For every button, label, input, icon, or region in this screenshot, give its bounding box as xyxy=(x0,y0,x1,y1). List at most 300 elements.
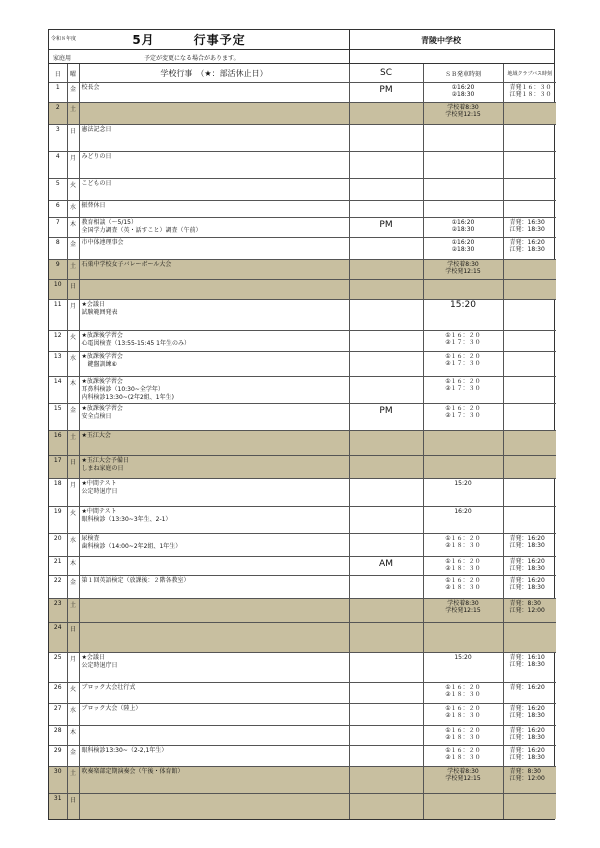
sc-cell xyxy=(349,152,423,179)
table-row xyxy=(49,746,556,767)
sb-time-cell xyxy=(423,331,503,352)
table-row xyxy=(49,238,556,260)
weekday-cell: 日 xyxy=(67,623,79,653)
day-cell: 5 xyxy=(49,179,67,201)
sc-cell xyxy=(349,726,423,746)
sc-cell xyxy=(349,260,423,280)
table-row xyxy=(49,704,556,726)
sb-time-cell xyxy=(423,152,503,179)
weekday-cell: 金 xyxy=(67,746,79,767)
col-event-header: 学校行事 （★：部活休止日） xyxy=(79,64,349,83)
day-cell: 31 xyxy=(49,794,67,819)
sb-time-cell xyxy=(423,377,503,404)
sb-time-cell xyxy=(423,653,503,683)
sb-time: ①１６：２０ xyxy=(445,577,481,584)
event-cell xyxy=(79,201,349,218)
bus-time: 江発：18:30 xyxy=(509,565,545,572)
day-cell: 14 xyxy=(49,377,67,404)
weekday-cell: 木 xyxy=(67,726,79,746)
table-row xyxy=(49,479,556,507)
bus-time-cell xyxy=(503,653,556,683)
event-cell xyxy=(79,726,349,746)
event-line: ★中間テスト xyxy=(81,508,117,515)
bus-time: 青発：16:20 xyxy=(509,535,545,542)
table-row xyxy=(49,653,556,683)
bus-time: 江発：18:30 xyxy=(509,226,545,233)
event-cell xyxy=(79,683,349,704)
day-cell: 23 xyxy=(49,599,67,623)
weekday-cell: 土 xyxy=(67,599,79,623)
weekday-cell: 火 xyxy=(67,331,79,352)
sb-time: ②１８：３０ xyxy=(445,542,481,549)
event-cell xyxy=(79,352,349,377)
sc-cell xyxy=(349,280,423,300)
col-day-header: 日 xyxy=(49,64,67,83)
event-line: 眼科検診（13:30~3年生、2-1） xyxy=(81,516,172,523)
bus-time: 青発：16:20 xyxy=(509,747,545,754)
bus-time-cell xyxy=(503,179,556,201)
bus-time: 青発：16:20 xyxy=(509,239,545,246)
day-cell: 12 xyxy=(49,331,67,352)
sb-time: ①１６：２０ xyxy=(445,684,481,691)
sb-time: ②18:30 xyxy=(451,246,475,253)
event-cell xyxy=(79,479,349,507)
event-cell xyxy=(79,125,349,152)
bus-time-cell xyxy=(503,431,556,456)
sb-time-cell xyxy=(423,260,503,280)
bus-time-cell xyxy=(503,260,556,280)
sc-cell xyxy=(349,125,423,152)
event-line: しまね家庭の日 xyxy=(81,465,124,472)
event-line: こどもの日 xyxy=(81,180,112,187)
sb-time: 学校着8:30 xyxy=(447,768,479,775)
event-cell xyxy=(79,456,349,479)
bus-time-cell xyxy=(503,331,556,352)
bus-time: 江発：12:00 xyxy=(509,607,545,614)
event-cell xyxy=(79,653,349,683)
sb-time-cell xyxy=(423,218,503,238)
sb-time: ①16:20 xyxy=(451,219,475,226)
bus-time: 青発：16:20 xyxy=(509,558,545,565)
day-cell: 28 xyxy=(49,726,67,746)
sb-time: 15:20 xyxy=(454,480,472,487)
weekday-cell: 土 xyxy=(67,431,79,456)
weekday-cell: 月 xyxy=(67,300,79,331)
sb-time: 学校発12:15 xyxy=(445,607,481,614)
event-line: ★放課後学習会 xyxy=(81,405,123,412)
event-line: ★玉江大会予備日 xyxy=(81,457,129,464)
event-cell xyxy=(79,746,349,767)
weekday-cell: 金 xyxy=(67,576,79,599)
table-row xyxy=(49,260,556,280)
sb-time: ①16:20 xyxy=(451,84,475,91)
day-cell: 11 xyxy=(49,300,67,331)
table-row xyxy=(49,152,556,179)
sb-time: ①１６：２０ xyxy=(445,405,481,412)
schedule-rows xyxy=(49,83,556,819)
fiscal-year-label: 令和８年度 xyxy=(51,36,77,42)
table-row xyxy=(49,125,556,152)
bus-time: 江発：18:30 xyxy=(509,246,545,253)
sc-cell xyxy=(349,507,423,534)
family-use-label: 家庭用 xyxy=(53,55,72,62)
event-line: 市中体連理事会 xyxy=(81,239,124,246)
day-cell: 29 xyxy=(49,746,67,767)
event-cell xyxy=(79,623,349,653)
bus-time-cell xyxy=(503,534,556,557)
sb-time: ①16:20 xyxy=(451,239,475,246)
event-cell xyxy=(79,404,349,431)
schedule-sheet xyxy=(48,29,555,820)
event-line: ブロック大会（陸上） xyxy=(81,705,142,712)
sb-time: 学校着8:30 xyxy=(447,261,479,268)
sc-cell: PM xyxy=(349,404,423,431)
sc-cell xyxy=(349,746,423,767)
event-line: ★中間テスト xyxy=(81,480,117,487)
sb-time-cell xyxy=(423,431,503,456)
event-cell xyxy=(79,794,349,819)
sb-time: ①１６：２０ xyxy=(445,535,481,542)
sc-cell xyxy=(349,683,423,704)
event-line: 歯科検診（14:00~2年2組、1年生） xyxy=(81,543,182,550)
table-row xyxy=(49,507,556,534)
sheet-header xyxy=(49,30,554,50)
weekday-cell: 土 xyxy=(67,767,79,794)
sb-time-cell xyxy=(423,125,503,152)
event-line: 耳鼻科検診（10:30~全学年） xyxy=(81,386,164,393)
sb-time: ②１８：３０ xyxy=(445,712,481,719)
bus-time-cell xyxy=(503,557,556,576)
bus-time-cell xyxy=(503,767,556,794)
event-cell xyxy=(79,238,349,260)
sb-time: ②１８：３０ xyxy=(445,691,481,698)
table-row xyxy=(49,534,556,557)
bus-time-cell xyxy=(503,201,556,218)
table-row xyxy=(49,404,556,431)
sb-time-cell xyxy=(423,103,503,125)
change-note: 予定が変更になる場合があります。 xyxy=(144,55,240,62)
bus-time-cell xyxy=(503,623,556,653)
sc-cell xyxy=(349,534,423,557)
sb-time-cell xyxy=(423,238,503,260)
day-cell: 17 xyxy=(49,456,67,479)
sc-cell xyxy=(349,767,423,794)
sb-time-cell xyxy=(423,746,503,767)
bus-time-cell xyxy=(503,352,556,377)
sb-time: 15:20 xyxy=(454,654,472,661)
sc-cell xyxy=(349,623,423,653)
sb-time-cell xyxy=(423,794,503,819)
bus-time-cell xyxy=(503,507,556,534)
event-line: 憲法記念日 xyxy=(81,126,112,133)
sc-cell xyxy=(349,794,423,819)
day-cell: 25 xyxy=(49,653,67,683)
bus-time-cell xyxy=(503,103,556,125)
sb-time-cell xyxy=(423,456,503,479)
weekday-cell: 金 xyxy=(67,238,79,260)
table-row xyxy=(49,794,556,819)
sb-time: 16:20 xyxy=(454,508,472,515)
table-row xyxy=(49,352,556,377)
day-cell: 27 xyxy=(49,704,67,726)
sb-time-cell xyxy=(423,534,503,557)
bus-time-cell xyxy=(503,125,556,152)
sb-time-cell xyxy=(423,683,503,704)
bus-time: 江発：18:30 xyxy=(509,754,545,761)
table-row xyxy=(49,280,556,300)
weekday-cell: 木 xyxy=(67,557,79,576)
event-cell xyxy=(79,218,349,238)
day-cell: 15 xyxy=(49,404,67,431)
event-line: ★放課後学習会 xyxy=(81,332,123,339)
table-row xyxy=(49,726,556,746)
sc-cell xyxy=(349,300,423,331)
sb-time-cell xyxy=(423,557,503,576)
day-cell: 26 xyxy=(49,683,67,704)
day-cell: 21 xyxy=(49,557,67,576)
table-row xyxy=(49,103,556,125)
table-row xyxy=(49,599,556,623)
bus-time: 江発：18:30 xyxy=(509,734,545,741)
day-cell: 16 xyxy=(49,431,67,456)
table-row xyxy=(49,179,556,201)
bus-time: 江発：18:30 xyxy=(509,542,545,549)
event-line: ★放課後学習会 xyxy=(81,378,123,385)
event-line: 鍵盤訓練⑥ xyxy=(81,361,117,368)
event-cell xyxy=(79,83,349,103)
bus-time-cell xyxy=(503,704,556,726)
table-row xyxy=(49,300,556,331)
sc-cell xyxy=(349,238,423,260)
weekday-cell: 木 xyxy=(67,377,79,404)
weekday-cell: 水 xyxy=(67,201,79,218)
table-row xyxy=(49,683,556,704)
event-line: 石巣中学校女子バレーボール大会 xyxy=(81,261,172,268)
bus-time-cell xyxy=(503,683,556,704)
event-line: 吹奏楽部定期演奏会（午後・体育館） xyxy=(81,768,184,775)
sb-time: 15:20 xyxy=(450,300,476,310)
weekday-cell: 火 xyxy=(67,507,79,534)
day-cell: 1 xyxy=(49,83,67,103)
sc-cell xyxy=(349,103,423,125)
event-line: 内科検診13:30~(2年2組、1年生) xyxy=(81,394,174,401)
weekday-cell: 月 xyxy=(67,653,79,683)
sc-cell xyxy=(349,331,423,352)
table-row xyxy=(49,83,556,103)
weekday-cell: 日 xyxy=(67,125,79,152)
weekday-cell: 日 xyxy=(67,280,79,300)
event-cell xyxy=(79,431,349,456)
sc-cell xyxy=(349,377,423,404)
bus-time: 江発１８：３０ xyxy=(509,91,552,98)
day-cell: 7 xyxy=(49,218,67,238)
sb-time-cell xyxy=(423,83,503,103)
weekday-cell: 日 xyxy=(67,456,79,479)
sb-time: 学校着8:30 xyxy=(447,104,479,111)
day-cell: 2 xyxy=(49,103,67,125)
event-line: 振替休日 xyxy=(81,202,106,209)
sb-time: ①１６：２０ xyxy=(445,558,481,565)
event-line: 安全点検日 xyxy=(81,413,112,420)
event-line: 眼科検診13:30~（2-2,1年生） xyxy=(81,747,168,754)
event-cell xyxy=(79,534,349,557)
event-line: 第１回英語検定（放課後：２階各教室） xyxy=(81,577,190,584)
bus-time-cell xyxy=(503,377,556,404)
table-row xyxy=(49,623,556,653)
table-row xyxy=(49,431,556,456)
day-cell: 8 xyxy=(49,238,67,260)
day-cell: 4 xyxy=(49,152,67,179)
weekday-cell: 火 xyxy=(67,179,79,201)
sb-time: ①１６：２０ xyxy=(445,705,481,712)
sb-time: 学校発12:15 xyxy=(445,111,481,118)
sc-cell xyxy=(349,179,423,201)
weekday-cell: 金 xyxy=(67,83,79,103)
event-cell xyxy=(79,557,349,576)
day-cell: 13 xyxy=(49,352,67,377)
bus-time-cell xyxy=(503,746,556,767)
day-cell: 22 xyxy=(49,576,67,599)
sb-time: ②１８：３０ xyxy=(445,734,481,741)
sb-time-cell xyxy=(423,201,503,218)
event-line: ★会議日 xyxy=(81,654,105,661)
bus-time: 青発：16:20 xyxy=(509,684,545,691)
event-line: 試験範囲発表 xyxy=(81,309,118,316)
event-line: ★玉江大会 xyxy=(81,432,111,439)
day-cell: 18 xyxy=(49,479,67,507)
bus-time-cell xyxy=(503,152,556,179)
day-cell: 24 xyxy=(49,623,67,653)
sb-time: ②１７：３０ xyxy=(445,339,481,346)
event-line: ブロック大会壮行式 xyxy=(81,684,136,691)
sb-time: ②１７：３０ xyxy=(445,360,481,367)
bus-time: 青発：8:30 xyxy=(509,768,541,775)
sb-time: ②18:30 xyxy=(451,91,475,98)
day-cell: 9 xyxy=(49,260,67,280)
sc-cell xyxy=(349,576,423,599)
sb-time: ①１６：２０ xyxy=(445,353,481,360)
weekday-cell: 土 xyxy=(67,103,79,125)
sc-cell xyxy=(349,653,423,683)
day-cell: 10 xyxy=(49,280,67,300)
bus-time-cell xyxy=(503,83,556,103)
bus-time: 江発：18:30 xyxy=(509,584,545,591)
sb-time: ②18:30 xyxy=(451,226,475,233)
bus-time-cell xyxy=(503,238,556,260)
weekday-cell: 金 xyxy=(67,404,79,431)
bus-time: 青発：16:30 xyxy=(509,219,545,226)
event-cell xyxy=(79,507,349,534)
col-dow-header: 曜 xyxy=(67,64,79,83)
event-line: 教育相談（～5/15） xyxy=(81,219,137,226)
bus-time-cell xyxy=(503,300,556,331)
weekday-cell: 月 xyxy=(67,152,79,179)
bus-time: 江発：18:30 xyxy=(509,661,545,668)
bus-time: 青発：8:30 xyxy=(509,600,541,607)
sb-time: ②１８：３０ xyxy=(445,565,481,572)
sb-time: 学校発12:15 xyxy=(445,268,481,275)
col-sc-header: SC xyxy=(349,64,423,83)
bus-time-cell xyxy=(503,456,556,479)
sb-time-cell xyxy=(423,479,503,507)
sb-time: ②１８：３０ xyxy=(445,584,481,591)
event-cell xyxy=(79,704,349,726)
event-line: 全国学力調査（英・話すこと）調査（午前） xyxy=(81,227,202,234)
sb-time-cell xyxy=(423,179,503,201)
day-cell: 20 xyxy=(49,534,67,557)
bus-time-cell xyxy=(503,599,556,623)
sb-time-cell xyxy=(423,280,503,300)
event-cell xyxy=(79,280,349,300)
sc-cell xyxy=(349,479,423,507)
event-cell xyxy=(79,331,349,352)
bus-time: 青発：16:20 xyxy=(509,727,545,734)
sc-cell xyxy=(349,352,423,377)
table-row xyxy=(49,767,556,794)
bus-time: 青発：16:20 xyxy=(509,577,545,584)
sb-time-cell xyxy=(423,767,503,794)
event-cell xyxy=(79,300,349,331)
sb-time: ②１８：３０ xyxy=(445,754,481,761)
event-line: 公定時退庁日 xyxy=(81,662,118,669)
event-cell xyxy=(79,152,349,179)
sc-cell xyxy=(349,431,423,456)
event-line: みどりの日 xyxy=(81,153,112,160)
sc-cell xyxy=(349,704,423,726)
table-row xyxy=(49,331,556,352)
sb-time: ②１７：３０ xyxy=(445,385,481,392)
day-cell: 6 xyxy=(49,201,67,218)
sc-cell xyxy=(349,599,423,623)
sub-header xyxy=(49,50,554,64)
school-name: 青陵中学校 xyxy=(421,36,461,45)
event-cell xyxy=(79,377,349,404)
sb-time-cell xyxy=(423,352,503,377)
event-line: 心電図検査（13:55-15:45 1年生のみ） xyxy=(81,340,190,347)
weekday-cell: 水 xyxy=(67,704,79,726)
sb-time-cell xyxy=(423,623,503,653)
sc-cell xyxy=(349,456,423,479)
bus-time-cell xyxy=(503,404,556,431)
table-row xyxy=(49,456,556,479)
table-row xyxy=(49,557,556,576)
col-sb-header: ＳＢ発車時刻 xyxy=(423,64,503,83)
sb-time-cell xyxy=(423,576,503,599)
event-cell xyxy=(79,103,349,125)
sb-time: ①１６：２０ xyxy=(445,747,481,754)
sb-time: ①１６：２０ xyxy=(445,727,481,734)
bus-time: 江発：18:30 xyxy=(509,712,545,719)
bus-time: 青発：16:20 xyxy=(509,705,545,712)
weekday-cell: 土 xyxy=(67,260,79,280)
sb-time-cell xyxy=(423,507,503,534)
day-cell: 30 xyxy=(49,767,67,794)
sb-time-cell xyxy=(423,404,503,431)
sc-cell: PM xyxy=(349,218,423,238)
event-line: 校長会 xyxy=(81,84,100,91)
weekday-cell: 水 xyxy=(67,352,79,377)
event-line: ★放課後学習会 xyxy=(81,353,123,360)
table-header-row xyxy=(49,64,556,83)
event-cell xyxy=(79,576,349,599)
weekday-cell: 月 xyxy=(67,479,79,507)
event-cell xyxy=(79,179,349,201)
sb-time: ①１６：２０ xyxy=(445,332,481,339)
sb-time-cell xyxy=(423,704,503,726)
event-line: 公定時退庁日 xyxy=(81,488,118,495)
day-cell: 19 xyxy=(49,507,67,534)
bus-time-cell xyxy=(503,280,556,300)
